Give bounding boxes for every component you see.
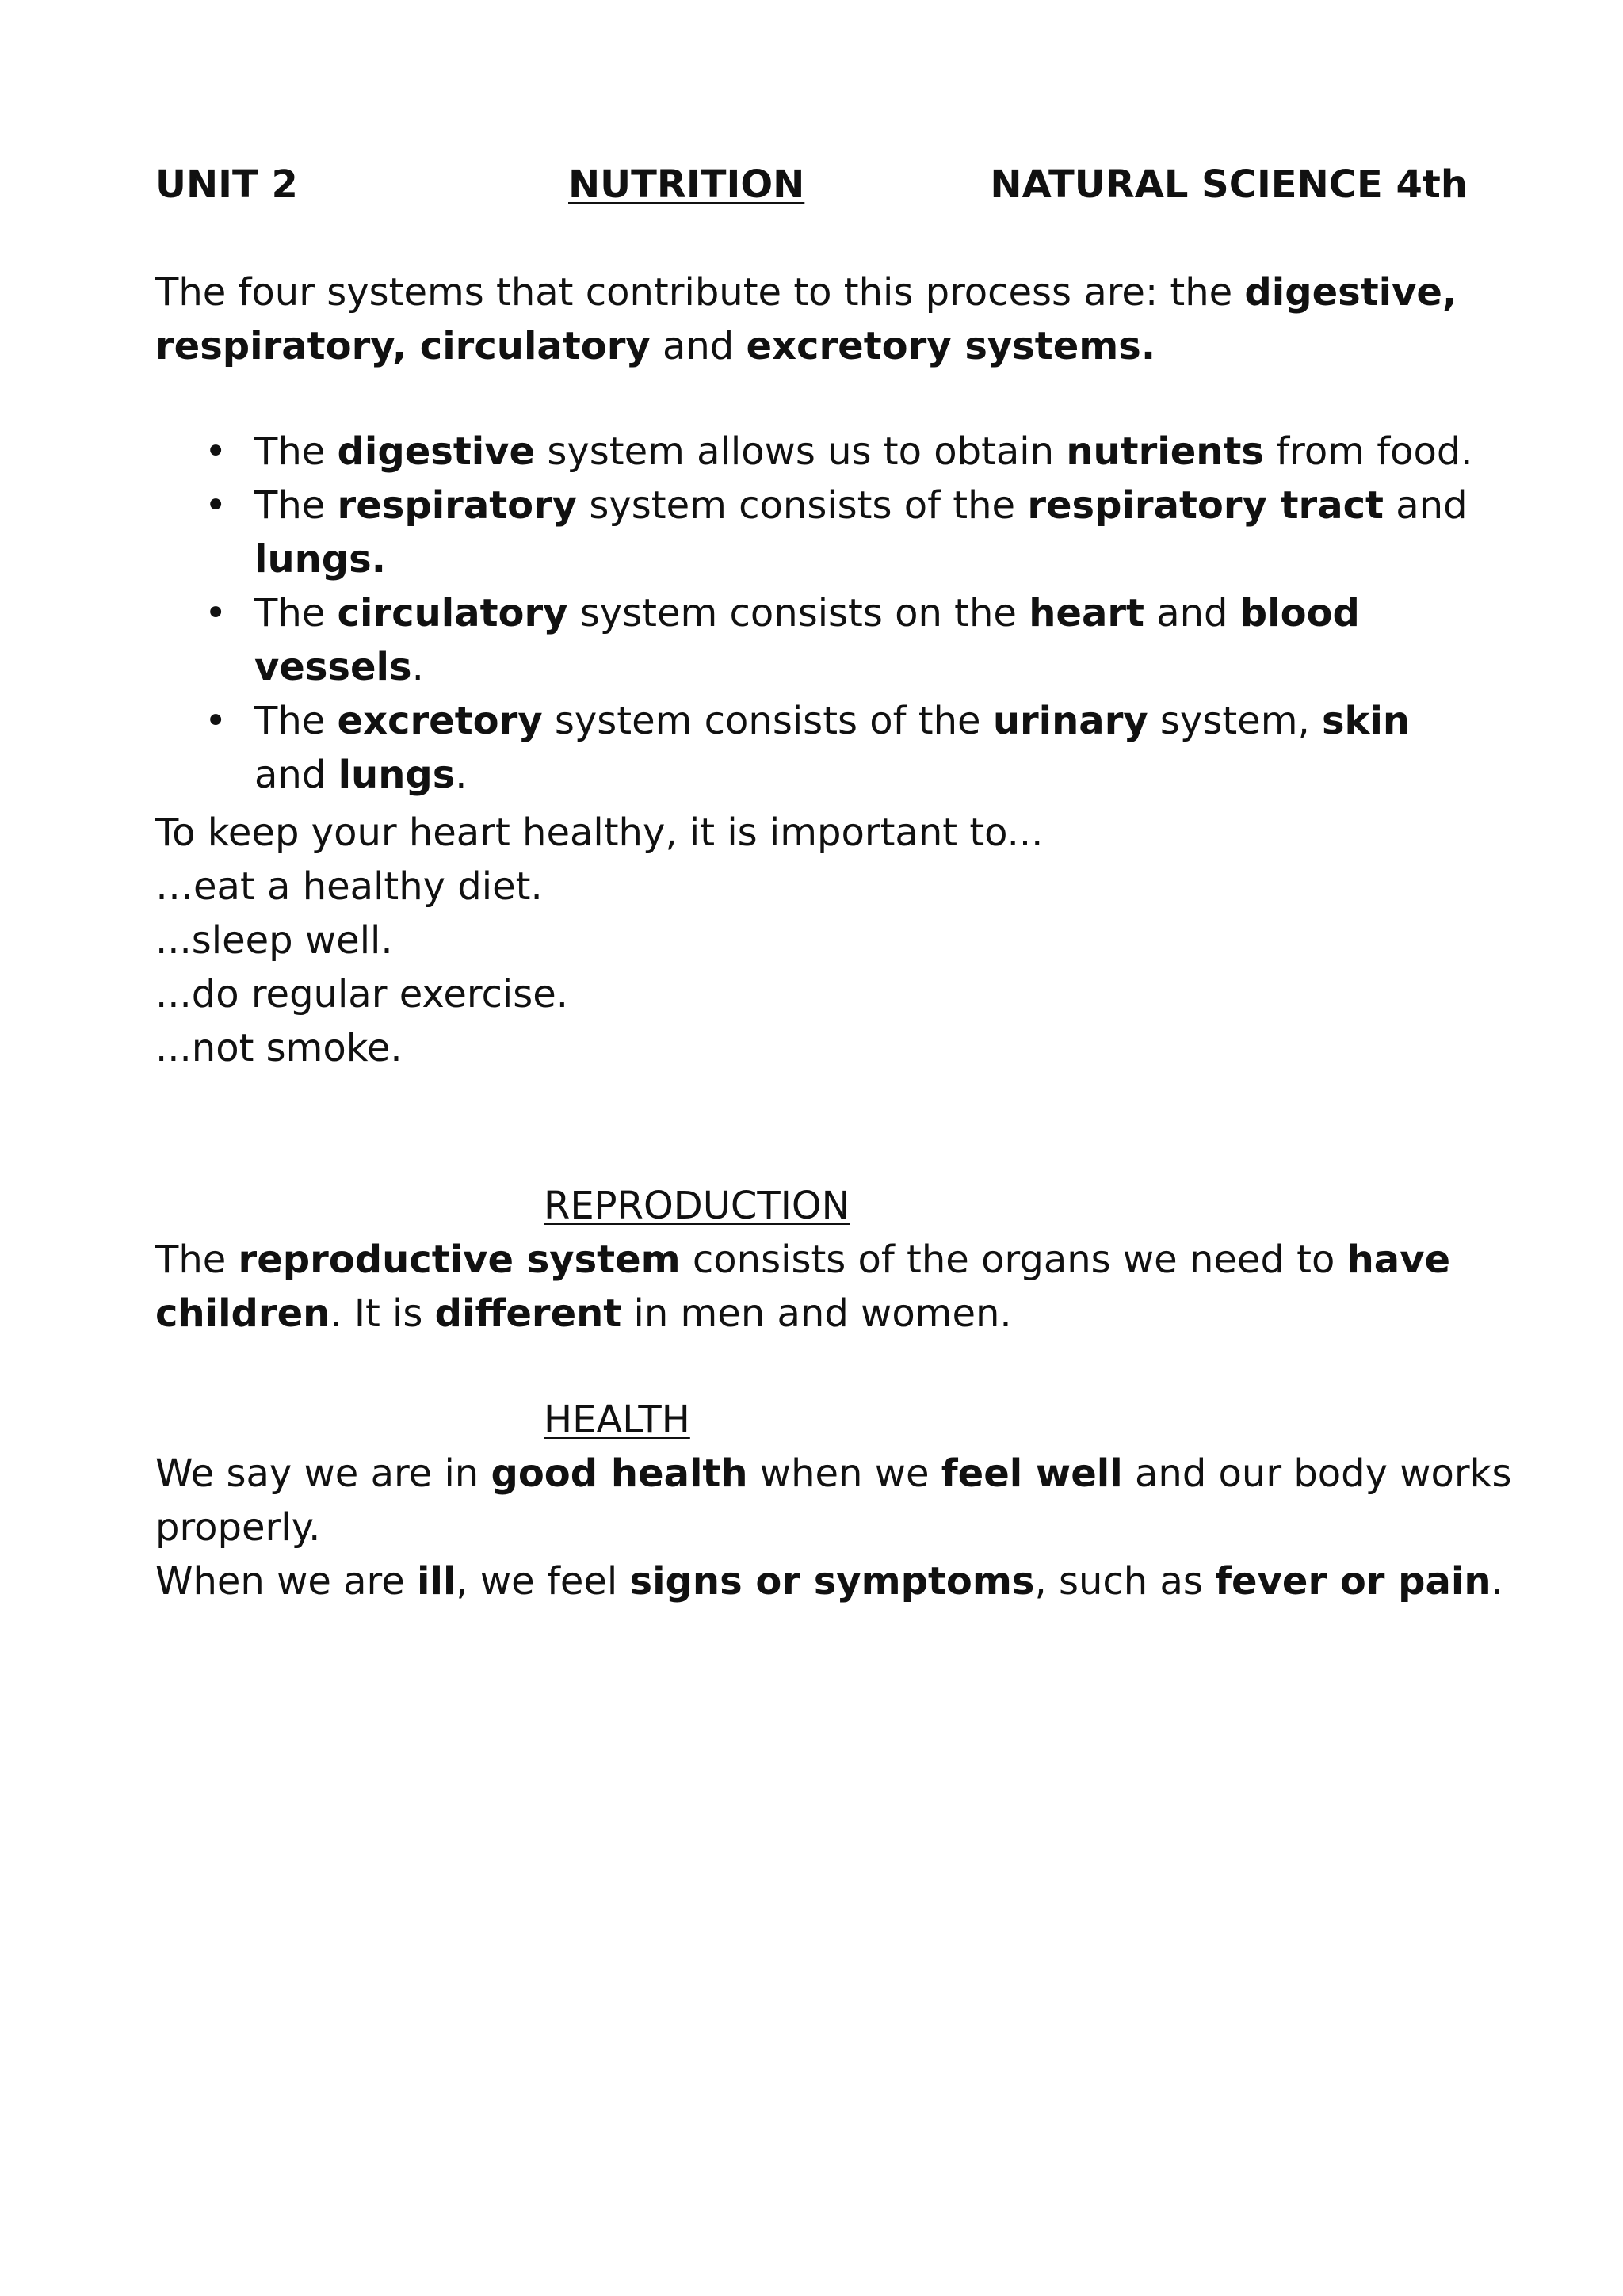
text-run: and — [1383, 483, 1468, 528]
text-run: The — [254, 591, 338, 635]
bold-term: feel well — [941, 1451, 1123, 1496]
health-line — [155, 1501, 1487, 1554]
list-item — [155, 586, 1487, 694]
bold-term: ill — [417, 1559, 456, 1604]
bold-term: reproductive system — [238, 1238, 681, 1282]
bold-term: signs or symptoms — [629, 1559, 1035, 1604]
heart-tip-item: ...sleep well. — [155, 918, 393, 963]
heart-tips — [155, 806, 1487, 1075]
text-run: , we feel — [456, 1559, 630, 1604]
heart-tip-item: ...do regular exercise. — [155, 972, 569, 1016]
heart-tip-item: ...not smoke. — [155, 1026, 403, 1070]
text-run: when we — [747, 1451, 941, 1496]
text-run: consists of the organs we need to — [680, 1238, 1347, 1282]
bold-term: respiratory tract — [1027, 483, 1384, 528]
text-run: properly. — [155, 1505, 321, 1550]
bold-term: excretory — [337, 699, 543, 743]
bold-term: lungs. — [254, 537, 386, 582]
bold-term: circulatory — [337, 591, 568, 635]
health-line — [155, 1554, 1503, 1608]
text-run: system, — [1148, 699, 1322, 743]
bold-term: fever or pain — [1215, 1559, 1491, 1604]
bold-term: blood vessels — [254, 591, 1360, 689]
unit-label: UNIT 2 — [155, 162, 298, 207]
text-run: in men and women. — [621, 1291, 1012, 1336]
list-item — [155, 479, 1487, 586]
text-run: The — [155, 1238, 239, 1282]
text-run: , such as — [1034, 1559, 1216, 1604]
text-run: . — [455, 753, 468, 797]
unit-title: NUTRITION — [568, 162, 805, 207]
reproduction-paragraph — [155, 1233, 1487, 1341]
text-run: The — [254, 699, 338, 743]
heart-tip-item: …eat a healthy diet. — [155, 864, 543, 909]
text-run: When we are — [155, 1559, 418, 1604]
text-run: The four systems that contribute to this process are: the — [155, 270, 1245, 315]
bold-term: nutrients — [1066, 429, 1264, 474]
health-heading: HEALTH — [544, 1398, 690, 1442]
text-run: The — [254, 429, 338, 474]
bold-term: have children — [155, 1238, 1451, 1336]
text-run: and our body works — [1122, 1451, 1512, 1496]
health-line — [155, 1447, 1512, 1501]
bold-term: heart — [1029, 591, 1144, 635]
reproduction-heading: REPRODUCTION — [544, 1184, 850, 1228]
text-run: system allows us to obtain — [535, 429, 1067, 474]
heart-tips-lead: To keep your heart healthy, it is important to... — [155, 810, 1044, 855]
text-run: . — [1491, 1559, 1503, 1604]
text-run: The — [254, 483, 338, 528]
bold-term: different — [434, 1291, 622, 1336]
bold-term: excretory systems. — [746, 324, 1156, 368]
text-run: and — [650, 324, 747, 368]
text-run: and — [1144, 591, 1240, 635]
list-item — [155, 425, 1487, 479]
bold-term: respiratory — [337, 483, 578, 528]
bold-term: skin — [1321, 699, 1411, 743]
bold-term: digestive, respiratory, circulatory — [155, 270, 1457, 368]
health-paragraph — [155, 1447, 1512, 1608]
bold-term: urinary — [992, 699, 1148, 743]
text-run: . — [411, 645, 424, 689]
text-run: system consists of the — [542, 699, 993, 743]
bold-term: good health — [491, 1451, 748, 1496]
text-run: system consists of the — [577, 483, 1028, 528]
bold-term: digestive — [337, 429, 536, 474]
subject-label: NATURAL SCIENCE 4th — [990, 162, 1468, 207]
text-run: We say we are in — [155, 1451, 491, 1496]
list-item — [155, 694, 1487, 802]
systems-list — [155, 425, 1487, 802]
text-run: from food. — [1263, 429, 1473, 474]
text-run: . It is — [330, 1291, 435, 1336]
text-run: and — [254, 753, 338, 797]
page-header — [155, 162, 1468, 210]
bold-term: lungs — [338, 753, 456, 797]
intro-paragraph — [155, 265, 1487, 373]
text-run: system consists on the — [567, 591, 1029, 635]
